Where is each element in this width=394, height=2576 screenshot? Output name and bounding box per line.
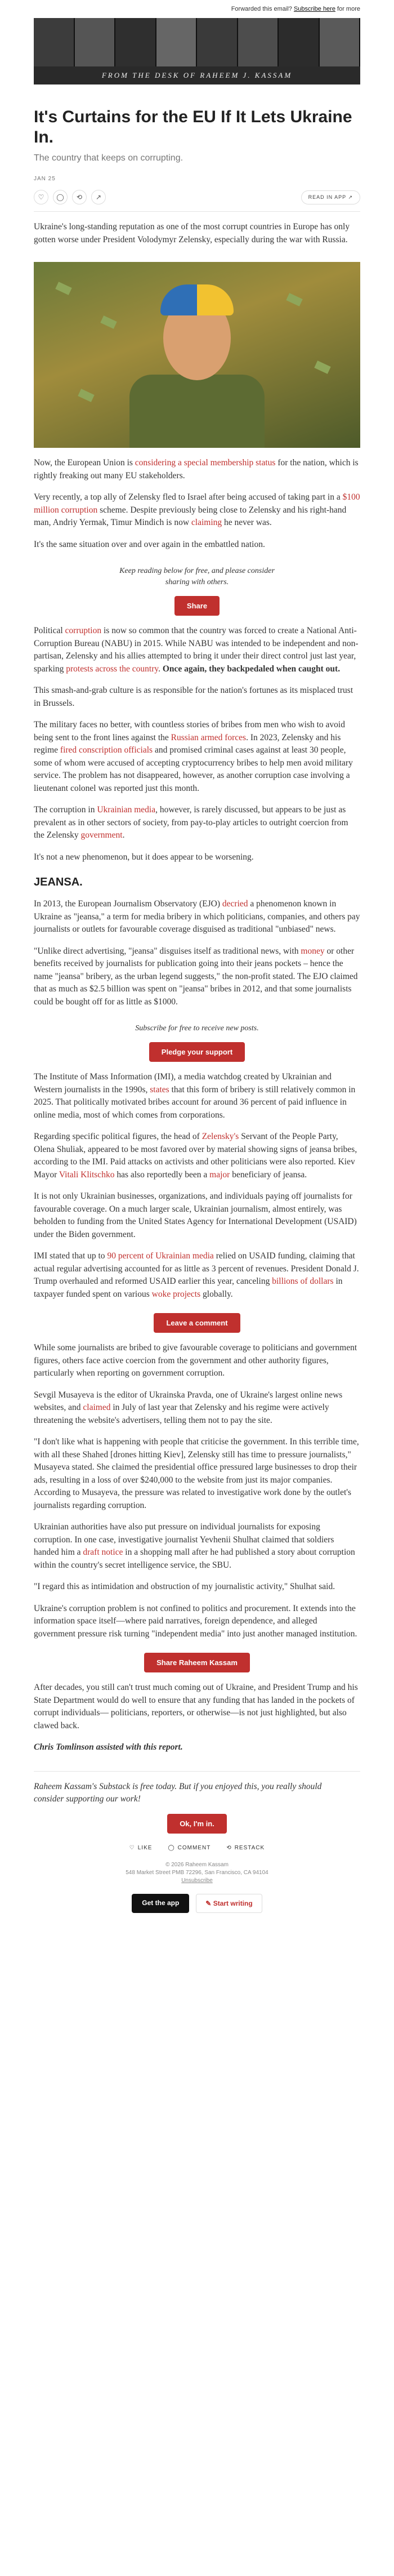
paragraph: It's not a new phenomenon, but it does appear to be worsening.: [34, 852, 254, 862]
inline-link[interactable]: corruption: [65, 626, 102, 635]
subscribe-callout: Subscribe for free to receive new posts.: [135, 1024, 259, 1033]
inline-link[interactable]: draft notice: [83, 1547, 123, 1557]
pledge-button[interactable]: Pledge your support: [149, 1042, 245, 1062]
closing-section: [34, 1771, 360, 1913]
post-actions: [34, 190, 360, 212]
hero-image: [34, 262, 360, 448]
legal-info: [34, 1861, 360, 1885]
pen-icon: ✎: [205, 1899, 213, 1907]
inline-link[interactable]: decried: [222, 899, 248, 909]
article: [34, 107, 360, 1913]
footer-actions: [34, 1845, 360, 1851]
share-callout: Keep reading below for free, and please consider sharing with others.: [119, 567, 275, 586]
like-icon[interactable]: ♡: [34, 190, 48, 204]
banner-photo-strip: [34, 18, 360, 66]
inline-link[interactable]: billions of dollars: [272, 1276, 334, 1286]
paragraph: Regarding specific political figures, the head of Zelensky's Servant of the People Party, Olena Shuliak, appeared to be most favored over by material showing signs of jeansa bribes, according to the IMI. Paid attacks on activists and other politicians were also reported. Kiev Mayor Vitali Klitschko has also reportedly been a major beneficiary of jeansa.: [34, 1132, 357, 1180]
money-bill: [314, 361, 330, 374]
paragraph: Ukraine's long-standing reputation as one of the most corrupt countries in Europe has only gotten worse under President Volodymyr Zelensky, especially during the war with Russia.: [34, 222, 350, 244]
share-icon[interactable]: ↗: [91, 190, 106, 204]
paragraph: "I regard this as intimidation and obstruction of my journalistic activity," Shulhat said.: [34, 1582, 335, 1591]
paragraph: In 2013, the European Journalism Observatory (EJO) decried a phenomenon known in Ukraine as "jeansa," a term for media bribery in which politicians, companies, and others pay journalists or outlets for favourable coverage disguised as traditional "unbiased" news.: [34, 899, 360, 934]
closing-note: Raheem Kassam's Substack is free today. But if you enjoyed this, you really should consider supporting our work!: [34, 1781, 322, 1804]
paragraph: IMI stated that up to 90 percent of Ukrainian media relied on USAID funding, claiming that actual regular advertising accounted for as little as 3 percent of revenues. President Donald J. Trump overhauled and reformed USAID earlier this year, canceling billions of dollars in taxpayer funded spent on various woke projects globally.: [34, 1251, 359, 1299]
footer-comment[interactable]: ◯ COMMENT: [168, 1844, 211, 1851]
paragraph: Political corruption is now so common that the country was forced to create a National Anti-Corruption Bureau (NABU) in 2015. While NABU was intended to be independent and non-partisan, Zelensky and his allies attempted to bring it under their direct control just last year, sparking protests across the country. Once again, they backpedaled when caught out.: [34, 626, 359, 674]
paragraph: It is not only Ukrainian businesses, organizations, and individuals paying off journalists for favourable coverage. On a much larger scale, Ukrainian journalism, almost entirely, was beholden to funding from the United States Agency for International Development (USAID) under the Biden government.: [34, 1191, 357, 1239]
heart-icon: ♡: [129, 1844, 135, 1851]
inline-link[interactable]: claimed: [83, 1403, 111, 1412]
forward-suffix: for more: [337, 6, 360, 12]
copyright: © 2026 Raheem Kassam: [165, 1861, 229, 1868]
unsubscribe-link[interactable]: Unsubscribe: [181, 1877, 213, 1884]
paragraph: It's the same situation over and over again in the embattled nation.: [34, 539, 265, 549]
comment-icon: ◯: [168, 1844, 175, 1851]
post-title[interactable]: It's Curtains for the EU If It Lets Ukraine In.: [34, 108, 352, 146]
inline-link[interactable]: Russian armed forces: [171, 732, 247, 742]
money-bill: [55, 282, 71, 295]
money-bill: [286, 293, 302, 306]
get-app-button[interactable]: Get the app: [132, 1894, 189, 1913]
inline-link[interactable]: major: [209, 1169, 230, 1180]
inline-link[interactable]: woke projects: [151, 1289, 201, 1299]
paragraph: After decades, you still can't trust much coming out of Ukraine, and President Trump and his State Department would do well to ensure that any funding that has landed in the pockets of corrupt individuals— politicians, reporters, or otherwise—is not just highlighted, but also clawed back.: [34, 1683, 358, 1730]
share-button[interactable]: Share: [174, 596, 220, 616]
paragraph: "Unlike direct advertising, "jeansa" disguises itself as traditional news, with money or other benefits received by journalists for publication going into their jeans pockets – hence the name "jeansa" bribery, as the urban legend suggests," the non-profit stated. The EJO claimed that as much as $2.5 billion was spent on "jeansa" bribes in 2012, and that some journalists could be bought off for as little as $1000.: [34, 946, 358, 1007]
forward-text: Forwarded this email?: [231, 6, 292, 12]
restack-icon[interactable]: ⟲: [72, 190, 87, 204]
read-in-app-button[interactable]: READ IN APP ↗: [301, 190, 360, 204]
ok-im-in-button[interactable]: Ok, I'm in.: [167, 1814, 227, 1834]
comment-icon[interactable]: ◯: [53, 190, 68, 204]
forward-bar: [0, 0, 394, 14]
paragraph: The corruption in Ukrainian media, however, is rarely discussed, but appears to be just as prevalent as in other sectors of society, from pay-to-play articles to outright coercion from the Zelensky government.: [34, 805, 348, 840]
bottom-buttons: [34, 1894, 360, 1913]
figure-body: [129, 375, 265, 448]
inline-link[interactable]: fired conscription officials: [60, 745, 153, 755]
leave-comment-button[interactable]: Leave a comment: [154, 1313, 240, 1333]
inline-link[interactable]: states: [150, 1084, 169, 1095]
paragraph: The military faces no better, with countless stories of bribes from men who wish to avoid being sent to the front lines against the Russian armed forces. In 2023, Zelensky and his regime fired conscription officials and promised criminal cases against at least 30 people, some of whom were accused of accepting cryptocurrency bribes to help men avoid military service. The problem has not disappeared, however, as another corruption case involving a lieutenant colonel was reported just this month.: [34, 720, 353, 793]
footer-restack[interactable]: ⟲ RESTACK: [226, 1844, 265, 1851]
paragraph: While some journalists are bribed to give favourable coverage to politicians and government figures, others face active coercion from the government and other authority figures, particularly when reporting on government corruption.: [34, 1343, 357, 1378]
paragraph: Ukraine's corruption problem is not confined to politics and procurement. It extends into the information space itself—where paid narratives, foreign dependence, and alleged government pressure risk turning "independent media" into just another managed institution.: [34, 1603, 357, 1639]
inline-link[interactable]: claiming: [191, 518, 222, 527]
post-date: JAN 25: [34, 176, 56, 182]
post-subtitle: The country that keeps on corrupting.: [34, 153, 183, 163]
inline-link[interactable]: Ukrainian media: [97, 805, 156, 815]
section-heading: JEANSA.: [34, 876, 83, 888]
inline-link[interactable]: Vitali Klitschko: [59, 1169, 115, 1180]
address: 548 Market Street PMB 72296, San Francisco, CA 94104: [126, 1869, 268, 1876]
paragraph: Sevgil Musayeva is the editor of Ukrainska Pravda, one of Ukraine's largest online news websites, and claimed in July of last year that Zelensky and his regime were actively threatening the website's advertisers, telling them not to pay the site.: [34, 1390, 343, 1425]
inline-link[interactable]: 90 percent of Ukrainian media: [107, 1251, 214, 1261]
start-writing-button[interactable]: ✎ Start writing: [196, 1894, 262, 1913]
credit-line: Chris Tomlinson assisted with this report.: [34, 1742, 183, 1752]
header-banner: [34, 18, 360, 84]
paragraph: Now, the European Union is considering a special membership status for the nation, which is rightly freaking out many EU stakeholders.: [34, 458, 359, 481]
subscribe-link[interactable]: Subscribe here: [293, 6, 335, 12]
restack-icon: ⟲: [226, 1844, 232, 1851]
money-bill: [100, 315, 117, 329]
inline-link[interactable]: considering a special membership status: [135, 458, 276, 468]
footer-like[interactable]: ♡ LIKE: [129, 1844, 153, 1851]
inline-link[interactable]: government: [80, 830, 123, 840]
paragraph: "I don't like what is happening with people that criticise the government. In this terrible time, with all these Shahed [drones hitting Kiev], Zelensky still has time to pressure journalists," Musayeva stated. She claimed the presidential office pressured large businesses to drop their ads, resulting in a loss of over $240,000 to the website from just its major companies. According to Musayeva, the pressure was related to investigative work done by the outlet's journalists regarding corruption.: [34, 1437, 359, 1510]
paragraph: The Institute of Mass Information (IMI), a media watchdog created by Ukrainian and Western journalists in the 1990s, states that this form of bribery is still relatively common in 2025. That politically motivated bribes account for around 36 percent of paid influence in online media, most of which comes from corporations.: [34, 1072, 356, 1120]
paragraph: Ukrainian authorities have also put pressure on individual journalists for exposing corruption. In one case, investigative journalist Yevhenii Shulhat claimed that soldiers handed him a draft notice in a shopping mall after he had published a story about corruption within the country's secret intelligence service, the SBU.: [34, 1522, 355, 1570]
share-author-button[interactable]: Share Raheem Kassam: [144, 1653, 250, 1672]
paragraph: Very recently, a top ally of Zelensky fled to Israel after being accused of taking part in a $100 million corruption scheme. Despite previously being close to Zelensky and his right-hand man, Andriy Yermak, Timur Mindich is now claiming he never was.: [34, 492, 360, 527]
paragraph: This smash-and-grab culture is as responsible for the nation's fortunes as its misplaced trust in Brussels.: [34, 686, 353, 708]
banner-caption: FROM THE DESK OF RAHEEM J. KASSAM: [101, 71, 293, 79]
inline-link[interactable]: money: [301, 946, 325, 956]
inline-link[interactable]: $100 million corruption: [34, 492, 360, 515]
inline-link[interactable]: protests across the country: [66, 664, 159, 674]
money-bill: [78, 389, 94, 402]
inline-link[interactable]: Zelensky's: [202, 1132, 239, 1141]
figure-cap: [160, 284, 234, 315]
